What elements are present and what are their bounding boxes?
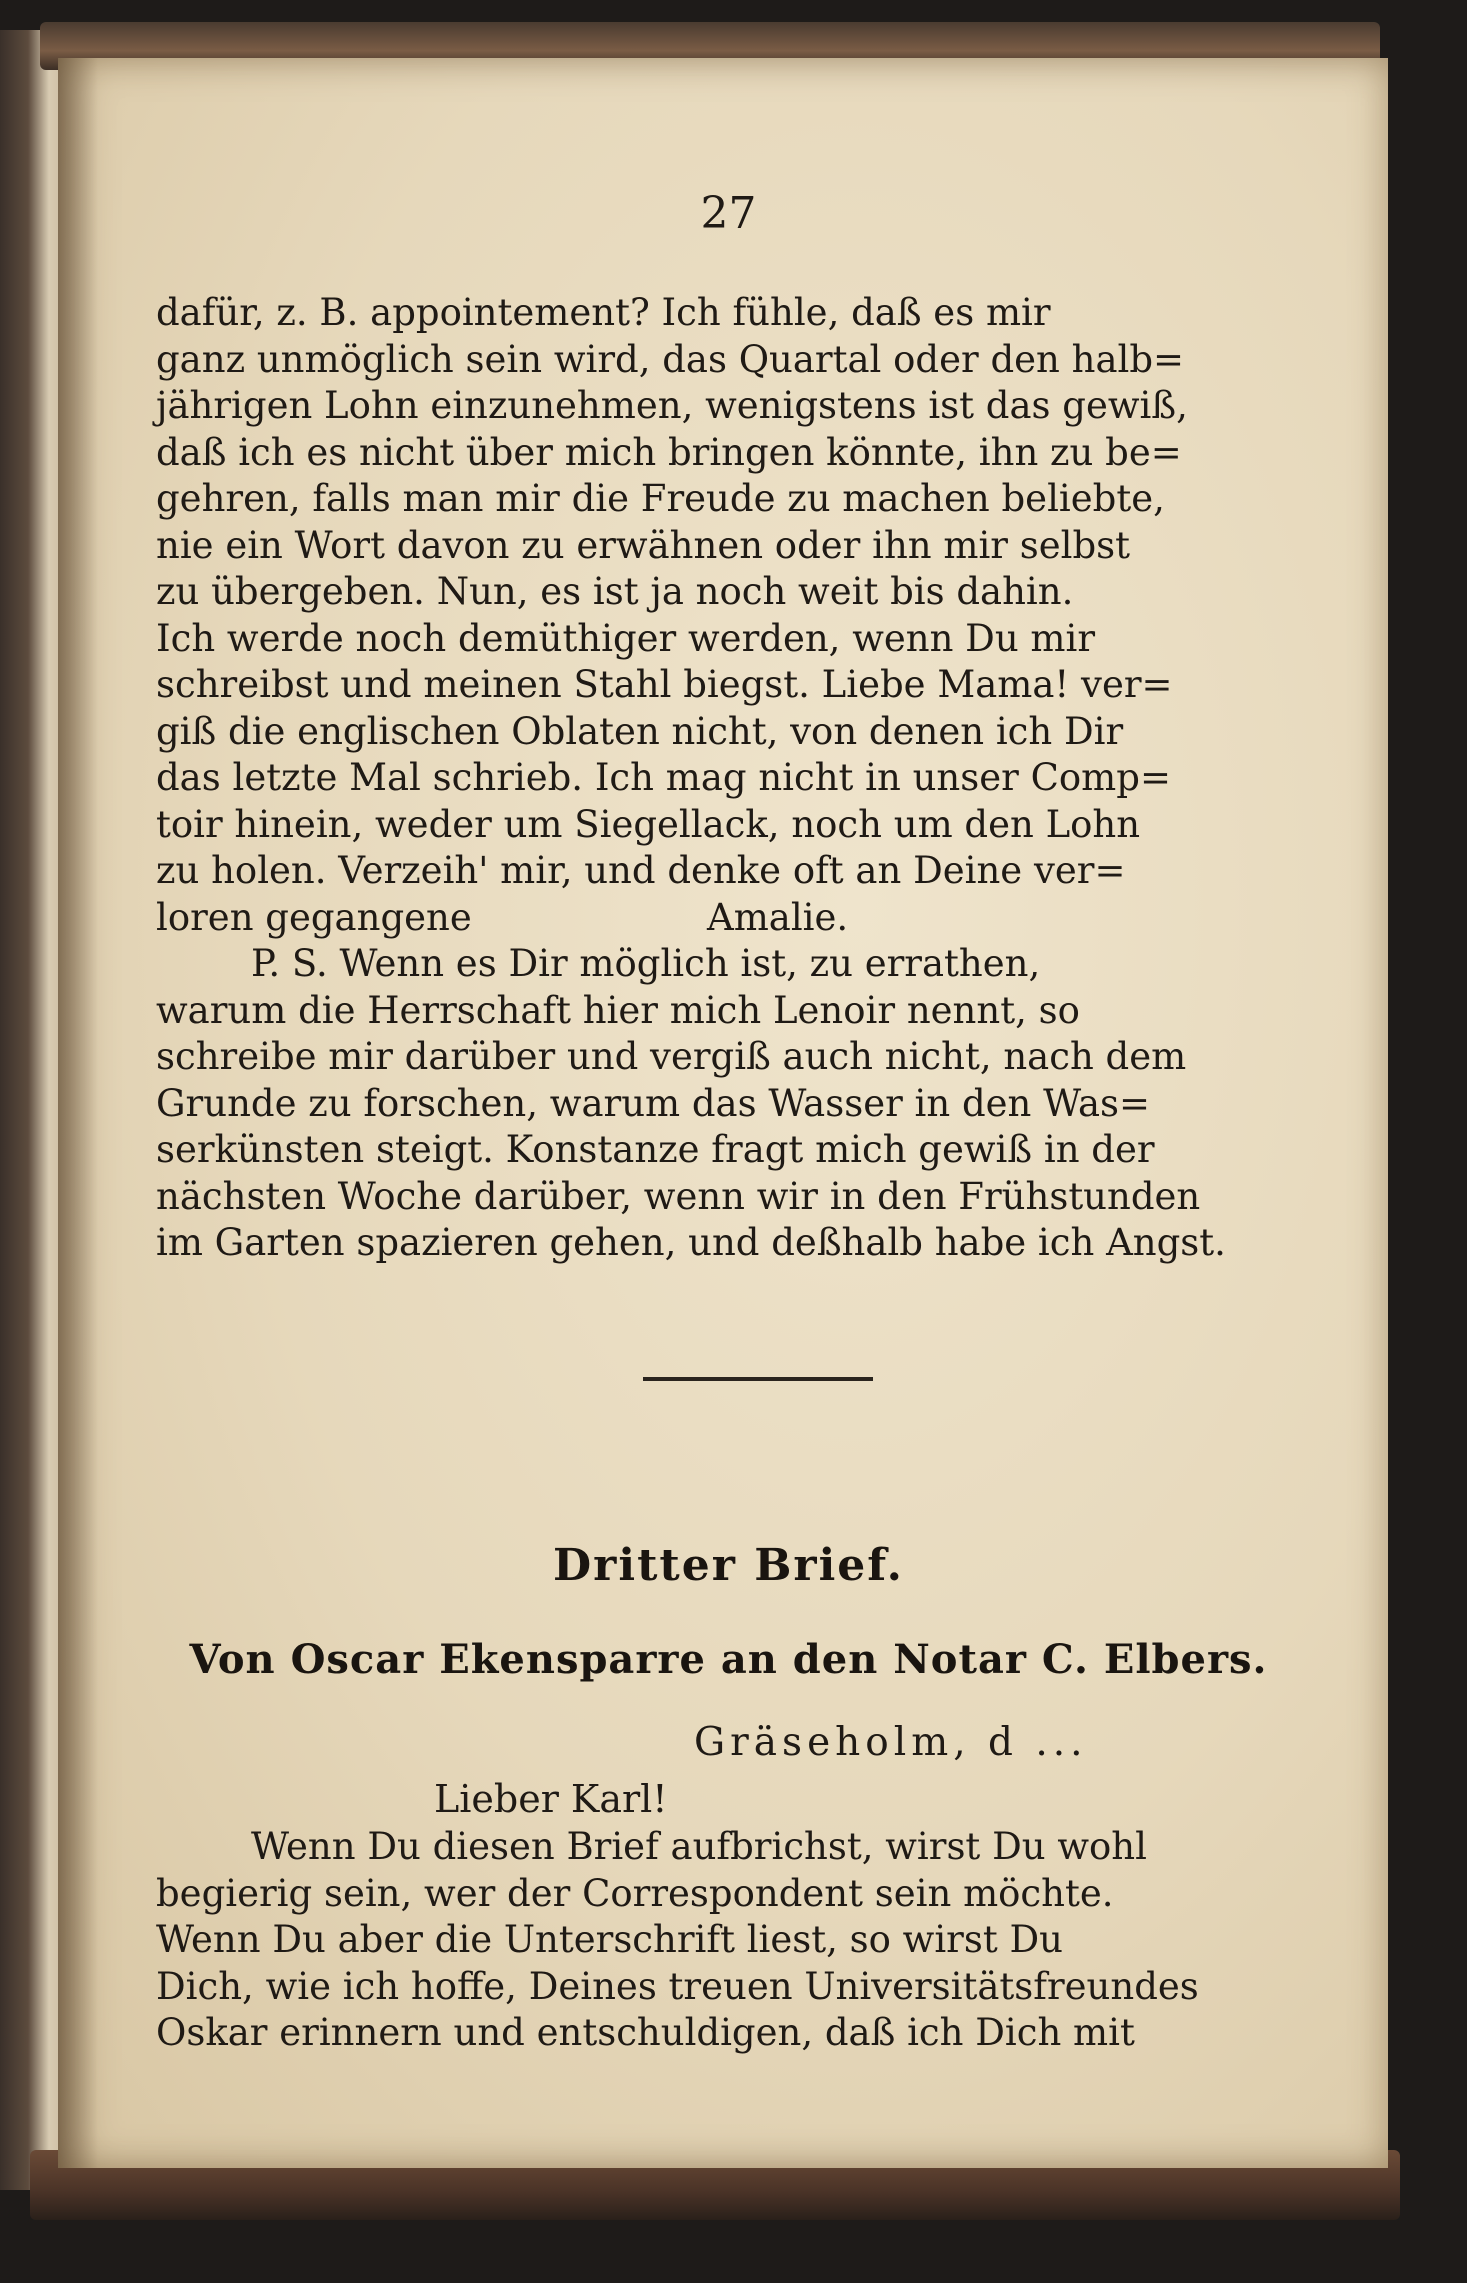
section-title: Dritter Brief. xyxy=(553,1540,904,1591)
letter-ending xyxy=(156,290,1301,941)
text-line: schreibe mir darüber und vergiß auch nicht, nach dem xyxy=(156,1035,1187,1078)
text-line: Wenn Du diesen Brief aufbrichst, wirst Du wohl xyxy=(251,1825,1147,1868)
text-line: dafür, z. B. appointement? Ich fühle, daß es mir xyxy=(156,291,1051,334)
text-line: im Garten spazieren gehen, und deßhalb habe ich Angst. xyxy=(156,1221,1226,1264)
book-page xyxy=(58,58,1388,2168)
text-line: nächsten Woche darüber, wenn wir in den Frühstunden xyxy=(156,1174,1201,1218)
text-line: gehren, falls man mir die Freude zu machen beliebte, xyxy=(156,477,1165,520)
text-line: serkünsten steigt. Konstanze fragt mich gewiß in der xyxy=(156,1128,1155,1171)
text-line: zu übergeben. Nun, es ist ja noch weit bis dahin. xyxy=(156,570,1074,613)
page-gutter-shadow xyxy=(58,58,98,2168)
place-date-line: Gräseholm, d ... xyxy=(694,1720,1088,1765)
text-line: Wenn Du aber die Unterschrift liest, so wirst Du xyxy=(156,1918,1063,1961)
text-line: nie ein Wort davon zu erwähnen oder ihn mir selbst xyxy=(156,523,1130,567)
section-divider xyxy=(643,1377,873,1381)
text-line: jährigen Lohn einzunehmen, wenigstens ist das gewiß, xyxy=(156,384,1188,427)
postscript xyxy=(156,941,1301,1267)
new-letter-body xyxy=(156,1824,1301,2057)
section-subtitle: Von Oscar Ekensparre an den Notar C. Elbers. xyxy=(189,1636,1268,1683)
text-line: Oskar erinnern und entschuldigen, daß ich Dich mit xyxy=(156,2011,1135,2054)
text-line: ganz unmöglich sein wird, das Quartal oder den halb= xyxy=(156,337,1185,381)
text-line: Dich, wie ich hoffe, Deines treuen Universitätsfreundes xyxy=(156,1964,1199,2008)
text-line: das letzte Mal schrieb. Ich mag nicht in unser Comp= xyxy=(156,756,1171,799)
text-line: giß die englischen Oblaten nicht, von denen ich Dir xyxy=(156,709,1124,753)
text-line: begierig sein, wer der Correspondent sein möchte. xyxy=(156,1871,1114,1915)
text-line: warum die Herrschaft hier mich Lenoir nennt, so xyxy=(156,988,1080,1032)
text-line: toir hinein, weder um Siegellack, noch um den Lohn xyxy=(156,802,1141,846)
text-line: Ich werde noch demüthiger werden, wenn Du mir xyxy=(156,616,1096,660)
text-line: zu holen. Verzeih' mir, und denke oft an Deine ver= xyxy=(156,849,1126,892)
text-line: P. S. Wenn es Dir möglich ist, zu errathen, xyxy=(251,942,1041,985)
text-line: Grunde zu forschen, warum das Wasser in den Was= xyxy=(156,1081,1151,1125)
text-line: schreibst und meinen Stahl biegst. Liebe Mama! ver= xyxy=(156,663,1173,706)
text-line: daß ich es nicht über mich bringen könnte, ihn zu be= xyxy=(156,430,1182,474)
salutation: Lieber Karl! xyxy=(434,1777,668,1821)
page-number: 27 xyxy=(700,188,757,239)
signature-line: loren gegangene Amalie. xyxy=(156,895,849,939)
